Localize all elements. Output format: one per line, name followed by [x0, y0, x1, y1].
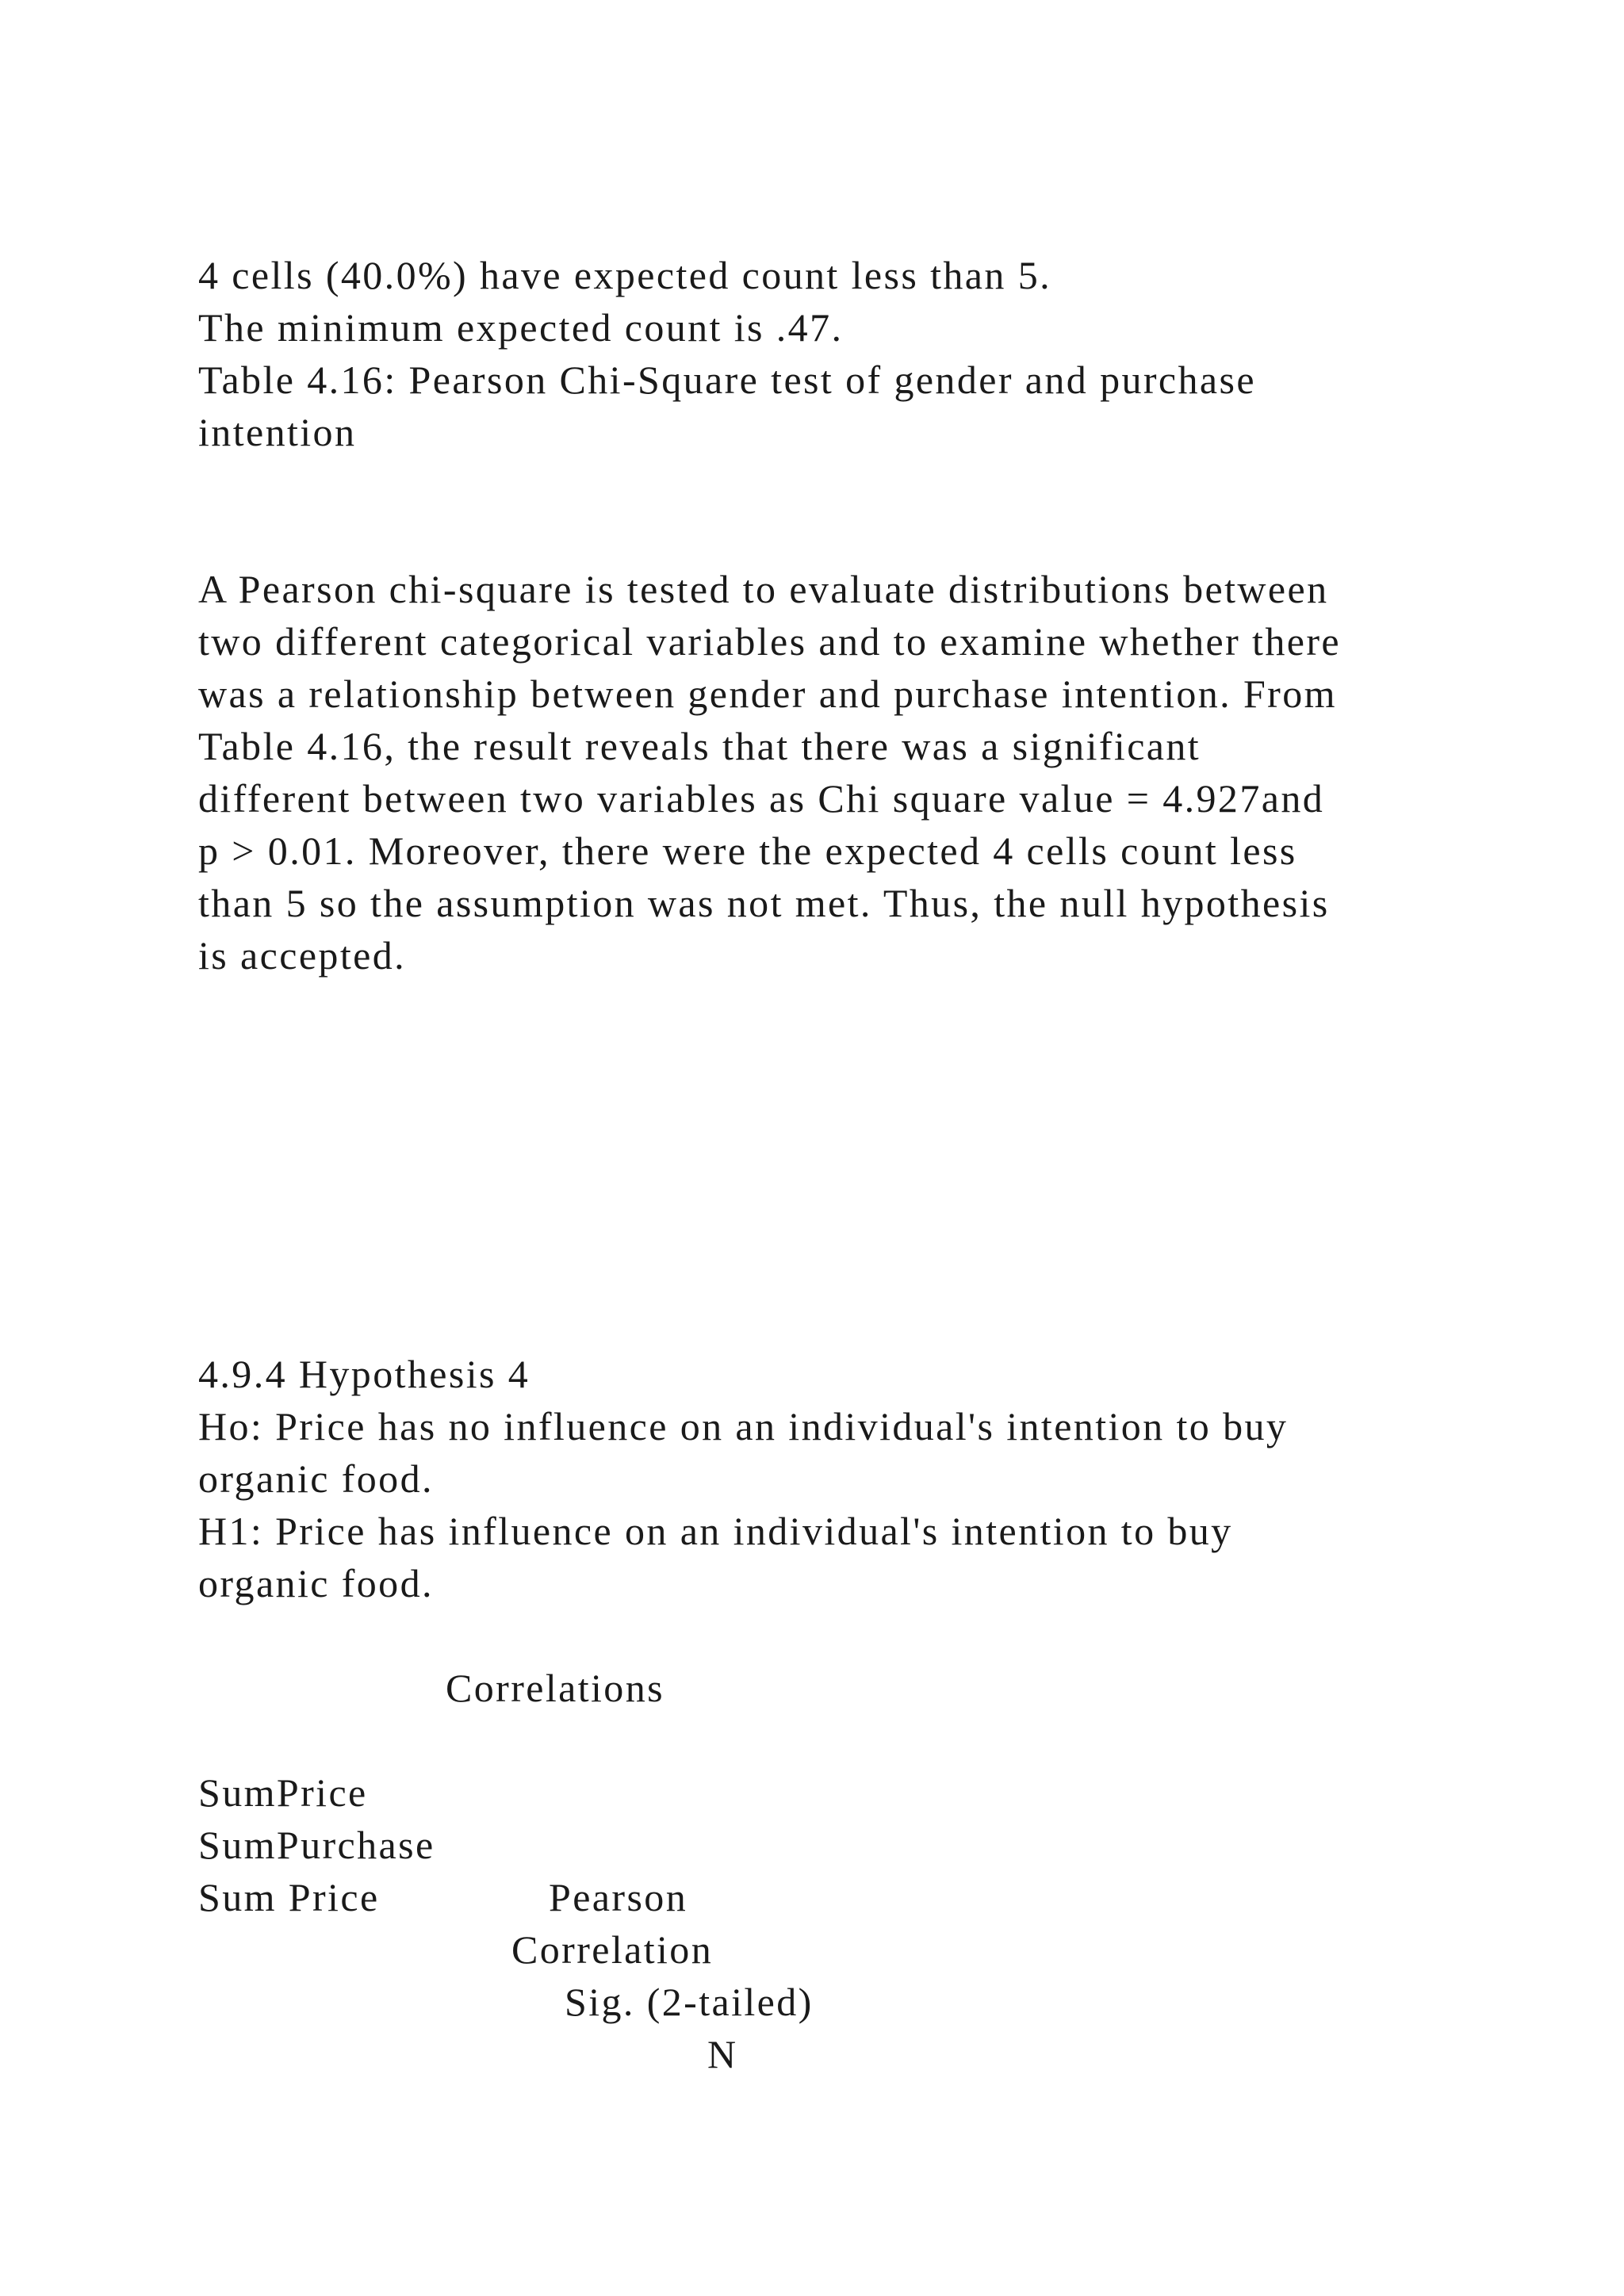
chi-note-line-2: The minimum expected count is .47. — [198, 305, 844, 350]
paragraph-line-4: Table 4.16, the result reveals that there was a significant — [198, 724, 1201, 768]
chi-note-line-1: 4 cells (40.0%) have expected count less than 5. — [198, 253, 1051, 297]
paragraph-line-6: p > 0.01. Moreover, there were the expected 4 cells count less — [198, 828, 1297, 873]
correlations-stat-correlation: Correlation — [511, 1927, 714, 1972]
paragraph-line-8: is accepted. — [198, 933, 407, 978]
table-caption-line-2: intention — [198, 410, 357, 454]
paragraph-line-1: A Pearson chi-square is tested to evaluate distributions between — [198, 567, 1329, 611]
section-heading: 4.9.4 Hypothesis 4 — [198, 1352, 530, 1396]
paragraph-line-5: different between two variables as Chi square value = 4.927and — [198, 776, 1325, 821]
correlations-stat-sig: Sig. (2-tailed) — [565, 1980, 814, 2024]
paragraph-line-7: than 5 so the assumption was not met. Thus, the null hypothesis — [198, 881, 1330, 925]
correlations-stat-pearson: Pearson — [549, 1875, 688, 1919]
paragraph-line-3: was a relationship between gender and purchase intention. From — [198, 672, 1337, 716]
table-caption-line-1: Table 4.16: Pearson Chi-Square test of gender and purchase — [198, 358, 1256, 402]
correlations-col-header-sumprice: SumPrice — [198, 1770, 368, 1815]
correlations-col-header-sumpurchase: SumPurchase — [198, 1823, 435, 1867]
hypothesis-h1-line-1: H1: Price has influence on an individual's intention to buy — [198, 1509, 1233, 1553]
correlations-stat-n: N — [707, 2032, 738, 2076]
paragraph-line-2: two different categorical variables and to examine whether there — [198, 619, 1341, 664]
hypothesis-h0-line-2: organic food. — [198, 1456, 434, 1501]
hypothesis-h0-line-1: Ho: Price has no influence on an individual's intention to buy — [198, 1404, 1289, 1448]
hypothesis-h1-line-2: organic food. — [198, 1561, 434, 1605]
correlations-title: Correlations — [446, 1666, 665, 1710]
correlations-row-label-sum-price: Sum Price — [198, 1875, 380, 1919]
